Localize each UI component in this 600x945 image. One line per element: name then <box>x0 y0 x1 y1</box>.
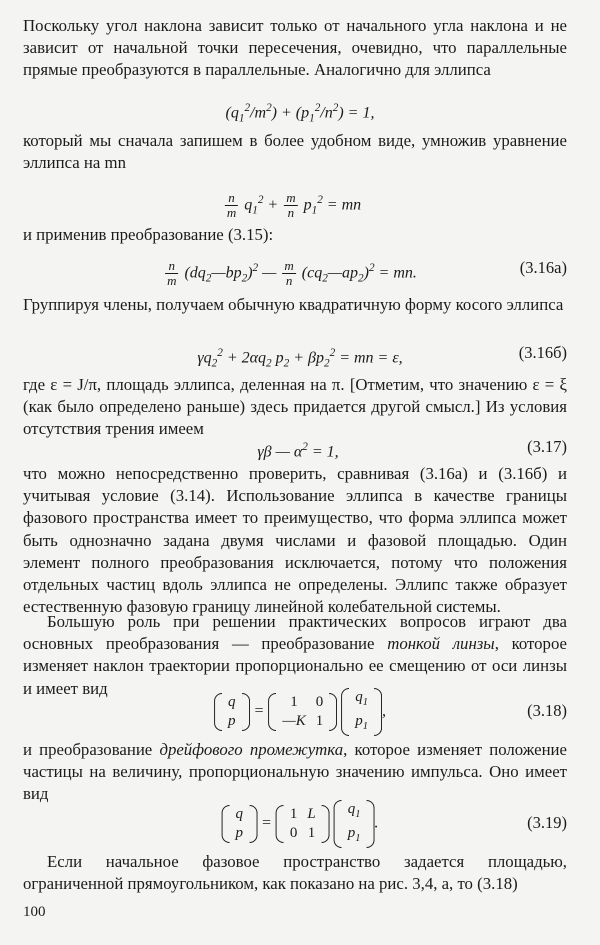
paragraph-5: где ε = J/π, площадь эллипса, деленная на π. [Отметим, что значению ε = ξ (как было определено раньше) здесь придается другой смысл.] Из условия отсутствия трения имеем <box>23 375 567 439</box>
paragraph-6: что можно непосредственно проверить, сравнивая (3.16а) и (3.16б) и учитывая условие (3.14). Использование эллипса в качестве границы фазового пространства имеет то преимущество, что форма эллипса может быть однозначно задана двумя числами и фазовой площадью. Один элемент полного преобразования исключается, потому что положения отдельных частиц вдоль эллипса не определены. Эллипс также образует естественную фазовую границу линейной колебательной системы. <box>23 464 567 617</box>
equation-number-3-18: (3.18) <box>527 701 567 720</box>
equation-3-17: γβ — $\alpha^2 = 1$, (3.17) <box>0 432 600 462</box>
paragraph-7 <box>23 611 567 700</box>
equation-ellipse-scaled: $\frac{n}{m}$ $q_1^2$ + $\frac{m}{n}$ $p_1^2$ = mn <box>226 190 362 221</box>
paragraph-3: и применив преобразование (3.15): <box>23 225 274 244</box>
paragraph-8 <box>23 739 567 806</box>
paragraph-8-end: , которое изменяет положение частицы на величину, пропорциональную значению импульса. Оно имеет вид <box>23 740 567 804</box>
paragraph-7-start: Большую роль при решении практических вопросов играют два основных преобразования — преобразование <box>23 612 567 654</box>
paragraph-1: Поскольку угол наклона зависит только от начального угла наклона и не зависит от начальной точки пересечения, очевидно, что параллельные прямые преобразуются в параллельные. Аналогично для эллипса <box>23 16 567 80</box>
equation-number-3-17: (3.17) <box>527 437 567 456</box>
equation-number-3-19: (3.19) <box>527 813 567 832</box>
paragraph-9: Если начальное фазовое пространство задается площадью, ограниченной прямоугольником, как показано на рис. 3,4, а, то (3.18) <box>23 852 567 894</box>
term-thin-lens: тонкой линзы <box>387 634 495 654</box>
paragraph-2: который мы сначала запишем в более удобном виде, умножив уравнение эллипса на mn <box>23 131 567 173</box>
equation-ellipse: $(q_1^2/m^2) + (p_1^2/n^2) = 1$, <box>225 102 375 125</box>
term-drift-space: дрейфового промежутка <box>159 740 344 759</box>
equation-3-16b: $\gamma q_2^2 + 2\alpha q_2$ $p_2 + \beta p_2^2$ = mn = ε, (3.16б) <box>0 338 600 368</box>
equation-3-16a: $\frac{n}{m}$ $(dq_2—bp_2)^2$ — $\frac{m}{n}$ $(cq_2—ap_2)^2$ = mn. (3.16а) <box>0 248 600 288</box>
paragraph-7-end: , которое изменяет наклон траектории пропорционально ее смещению от оси линзы и имеет вид <box>23 634 567 698</box>
equation-number-3-16a: (3.16а) <box>519 258 567 277</box>
paragraph-8-start: и преобразование <box>23 740 153 759</box>
page-number: 100 <box>23 904 46 920</box>
equation-3-19: q p = 1 L 0 1 $q_1$ $p_1$ . (3.19) <box>0 800 600 846</box>
equation-number-3-16b: (3.16б) <box>518 343 567 362</box>
equation-3-18: q p = 1 0 —K 1 $q_1$ $p_1$ , (3.18) <box>0 688 600 734</box>
paragraph-4: Группируя члены, получаем обычную квадратичную форму косого эллипса <box>23 295 564 314</box>
